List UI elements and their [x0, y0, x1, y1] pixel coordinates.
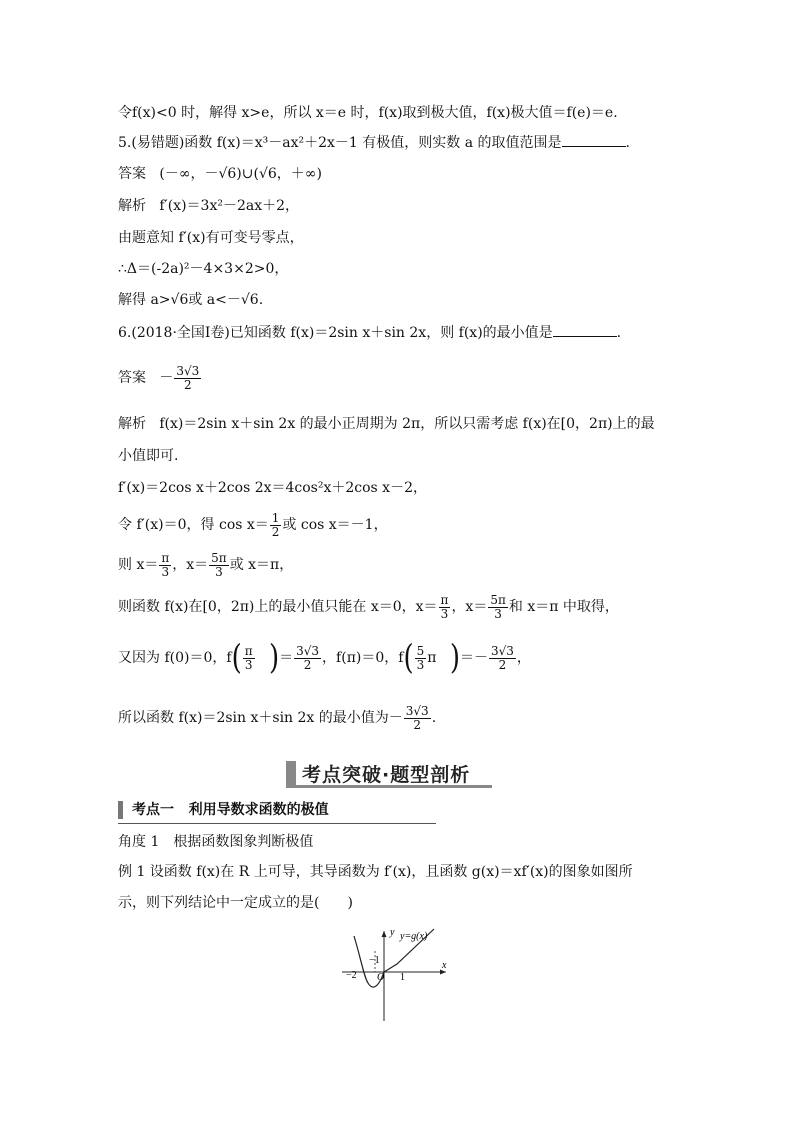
y-axis-arrow — [382, 931, 387, 937]
text: ＝ — [279, 650, 294, 666]
fraction-denominator: 2 — [271, 524, 280, 539]
solution-5-line-2: 由题意知 f′(x)有可变号零点， — [118, 230, 304, 246]
section-marker — [118, 801, 123, 819]
answer-sign: － — [159, 370, 174, 386]
fraction — [439, 594, 451, 621]
answer-5 — [118, 164, 322, 184]
curve-label: y=g(x) — [400, 931, 428, 942]
question-5: 5.(易错题)函数 f(x)＝x³－ax²＋2x－1 有极值，则实数 a 的取值范围是 . — [118, 135, 630, 151]
fraction — [209, 552, 229, 579]
origin-label: O — [377, 972, 385, 983]
example-line-2: 示，则下列结论中一定成立的是( ) — [118, 895, 353, 911]
answer-blank — [553, 324, 617, 337]
question-6: 6.(2018·全国Ⅰ卷)已知函数 f(x)＝2sin x＋sin 2x，则 f(x)的最小值是 . — [118, 325, 622, 341]
fraction-denominator: 2 — [498, 657, 507, 672]
solution-label: 解析 — [118, 198, 146, 214]
x-axis-label: x — [442, 960, 447, 971]
banner-bar — [286, 761, 296, 785]
answer-value: (－∞，－√6)∪(√6，＋∞) — [159, 166, 322, 182]
text: π — [427, 650, 437, 666]
fraction-denominator: 2 — [303, 657, 312, 672]
text: 所以函数 f(x)＝2sin x＋sin 2x 的最小值为－ — [118, 710, 403, 726]
answer-6 — [118, 360, 202, 396]
section-rule — [118, 823, 436, 824]
text: ， — [516, 650, 531, 666]
answer-fraction — [174, 365, 201, 392]
y-axis-label: y — [390, 927, 395, 938]
banner-underline — [286, 785, 492, 788]
answer-blank — [562, 134, 626, 147]
fraction-denominator: 3 — [161, 564, 170, 579]
answer-label: 答案 — [118, 370, 146, 386]
solution-6-line-3: f′(x)＝2cos x＋2cos 2x＝4cos²x＋2cos x－2， — [118, 480, 427, 496]
fraction — [488, 594, 508, 621]
solution-text: f′(x)＝3x²－2ax＋2， — [159, 198, 300, 214]
fraction-denominator: 3 — [244, 657, 253, 672]
fraction — [270, 512, 282, 539]
solution-5-line-4: 解得 a>√6或 a<－√6. — [118, 292, 264, 308]
fraction — [415, 645, 427, 672]
text: 则 x＝ — [118, 557, 159, 573]
fraction-denominator: 3 — [494, 606, 502, 621]
right-paren: ) — [268, 638, 280, 678]
text: ，x＝ — [451, 599, 488, 615]
text: ＝－ — [459, 650, 488, 666]
text: ，f(π)＝0，f — [322, 650, 404, 666]
fraction-numerator: π — [244, 643, 253, 658]
fraction-numerator: 5π — [211, 550, 227, 565]
fraction — [159, 552, 171, 579]
text: 或 x＝π， — [229, 557, 294, 573]
solution-6-line-7 — [118, 640, 531, 676]
solution-6-line-8 — [118, 700, 436, 736]
left-paren: ( — [231, 638, 242, 678]
function-graph — [334, 925, 456, 1025]
text: 又因为 f(0)＝0，f — [118, 650, 232, 666]
solution-6-line-6 — [118, 590, 619, 624]
fraction — [489, 645, 516, 672]
fraction — [404, 705, 431, 732]
example-line-1: 例 1 设函数 f(x)在 R 上可导，其导函数为 f′(x)，且函数 g(x)＝xf′(x)的图象如图所 — [118, 864, 633, 880]
text: 和 x＝π 中取得， — [508, 599, 619, 615]
fraction-denominator: 3 — [215, 564, 223, 579]
answer-label: 答案 — [118, 166, 146, 182]
solution-5-line-1 — [118, 196, 299, 216]
text: . — [431, 710, 437, 726]
text: 则函数 f(x)在[0，2π)上的最小值只能在 x＝0，x＝ — [118, 599, 438, 615]
fraction-denominator: 3 — [416, 657, 425, 672]
fraction-numerator: π — [161, 550, 170, 565]
solution-5-line-3: ∴Δ＝(-2a)²－4×3×2>0， — [118, 261, 289, 277]
angle-heading: 角度 1 根据函数图象判断极值 — [118, 834, 314, 850]
section-label — [132, 799, 329, 821]
fraction-numerator: 3√3 — [176, 363, 200, 378]
solution-label: 解析 — [118, 416, 146, 432]
section-heading — [118, 799, 436, 823]
fraction-numerator: π — [440, 592, 449, 607]
text-line: 令f(x)<0 时，解得 x>e，所以 x＝e 时，f(x)取到极大值，f(x)极大值＝f(e)＝e. — [118, 105, 618, 121]
fraction-denominator: 2 — [413, 717, 422, 732]
solution-6-line-2: 小值即可. — [118, 448, 179, 464]
solution-6-line-1 — [118, 414, 655, 434]
tick-label-1: 1 — [400, 972, 405, 983]
question-text: 5.(易错题)函数 f(x)＝x³－ax²＋2x－1 有极值，则实数 a 的取值范围是 — [118, 135, 562, 151]
section-title: 考点一 — [132, 802, 174, 818]
fraction-numerator: 1 — [271, 510, 280, 525]
fraction-denominator: 3 — [440, 606, 449, 621]
fraction-denominator: 2 — [184, 377, 192, 392]
text: 或 cos x＝－1， — [282, 517, 388, 533]
solution-6-line-5 — [118, 548, 293, 582]
banner-title: 考点突破·题型剖析 — [302, 763, 471, 786]
text: ，x＝ — [172, 557, 209, 573]
section-banner — [286, 760, 492, 786]
solution-6-line-4 — [118, 508, 388, 542]
fraction-numerator: 3√3 — [490, 643, 514, 658]
fraction-numerator: 5 — [416, 643, 425, 658]
right-paren: ) — [449, 638, 460, 678]
fraction-numerator: 3√3 — [405, 703, 429, 718]
text: 令 f′(x)＝0，得 cos x＝ — [118, 517, 269, 533]
question-text: 6.(2018·全国Ⅰ卷)已知函数 f(x)＝2sin x＋sin 2x，则 f(x)的最小值是 — [118, 325, 553, 341]
fraction — [243, 645, 255, 672]
solution-text: f(x)＝2sin x＋sin 2x 的最小正周期为 2π，所以只需考虑 f(x)在[0，2π)上的最 — [159, 416, 655, 432]
fraction-numerator: 5π — [490, 592, 506, 607]
left-paren: ( — [403, 638, 414, 678]
tick-label-minus-2: −2 — [346, 970, 357, 981]
tick-label-minus-1: −1 — [369, 955, 380, 966]
section-subtitle: 利用导数求函数的极值 — [188, 802, 329, 818]
fraction-numerator: 3√3 — [296, 643, 320, 658]
fraction — [294, 645, 321, 672]
